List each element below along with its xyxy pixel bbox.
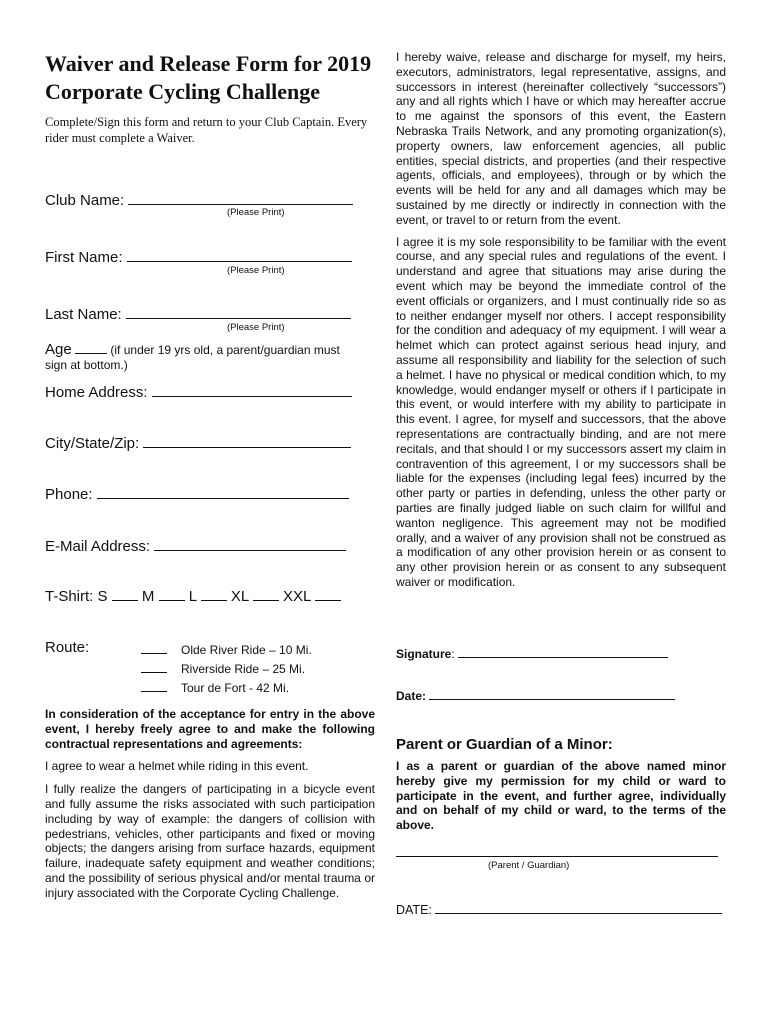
helmet-text: I agree to wear a helmet while riding in this event. (45, 759, 309, 774)
date-label: Date: (396, 689, 427, 703)
left-column (45, 50, 375, 146)
home-address-label: Home Address: (45, 384, 148, 401)
left-agreement (45, 707, 375, 901)
first-name-line[interactable] (127, 247, 352, 262)
home-address-line[interactable] (152, 382, 352, 397)
route-label: Route: (45, 639, 90, 656)
consideration-text: In consideration of the acceptance for entry in the above event, I hereby freely agree to and make the following contractual representations and agreements: (45, 707, 375, 751)
guardian-date-line[interactable] (435, 901, 722, 914)
right-column (396, 50, 726, 590)
waiver-text: I hereby waive, release and discharge for myself, my heirs, executors, administrators, legal representative, assigns, and successors in interest (hereinafter collectively “successors”) any and all rights which I have or which may hereafter accrue to me against the sponsors of this event, the Eastern Nebraska Trails Network, and any promoting organization(s), property owners, law enforcement agencies, all public entities, special districts, and properties (and their respective agents, officials, and employees), through or by which the events will be held for any and all damages which may be sustained by me directly or indirectly in connection with the event, or travel to or return from the event. (396, 50, 726, 227)
tshirt-size-xxl: XXL (283, 588, 311, 605)
age-label: Age (45, 341, 72, 358)
email-field[interactable] (45, 536, 346, 555)
tshirt-blank-xl[interactable] (253, 587, 279, 601)
last-name-label: Last Name: (45, 306, 122, 323)
route-blank-2[interactable] (141, 661, 167, 673)
city-state-zip-field[interactable] (45, 433, 351, 452)
tshirt-size-s: S (97, 588, 108, 605)
tshirt-blank-xxl[interactable] (315, 587, 341, 601)
route-option-1[interactable] (141, 642, 312, 657)
city-state-zip-label: City/State/Zip: (45, 435, 140, 452)
route-blank-3[interactable] (141, 680, 167, 692)
tshirt-size-m: M (141, 588, 155, 605)
club-name-label: Club Name: (45, 192, 125, 209)
route-option-1-label: Olde River Ride – 10 Mi. (181, 643, 312, 657)
age-line[interactable] (75, 342, 107, 354)
first-name-label: First Name: (45, 249, 123, 266)
tshirt-blank-s[interactable] (112, 587, 138, 601)
signature-label: Signature (396, 647, 452, 661)
phone-line[interactable] (97, 484, 349, 499)
last-name-line[interactable] (126, 304, 351, 319)
route-blank-1[interactable] (141, 642, 167, 654)
tshirt-size-xl: XL (230, 588, 249, 605)
phone-field[interactable] (45, 484, 349, 503)
route-option-3[interactable] (141, 680, 289, 695)
email-line[interactable] (154, 536, 346, 551)
tshirt-label: T-Shirt: (45, 588, 94, 605)
responsibility-text: I agree it is my sole responsibility to be familiar with the event course, and any special rules and regulations of the event. I understand and agree that situations may arise during the event which may be beyond the immediate control of the event officials or organizers, and I must continually ride so as to neither endanger myself nor others. I accept responsibility for the condition and adequacy of my equipment. I will wear a helmet which can protect against serious head injury, and assume all responsibility and liability for the selection of such a helmet. I have no physical or medical condition which, to my knowledge, would endanger myself or others if I participate in this event, or would interfere with my ability to participate in this event. I agree, for myself and successors, that the above representations are contractually binding, and are not mere recitals, and that should I or my successors assert my claim in contravention of this agreement, I or my successors shall be liable for the expenses (including legal fees) incurred by the other party or parties in defending, unless the other party or parties are finally judged liable on such claim for willful and wanton negligence. This agreement may not be modified orally, and a waiver of any provision shall not be construed as a modification of any other provision herein or as consent to any other provision herein or as consent to any subsequent waiver or modification. (396, 234, 726, 589)
date-line[interactable] (429, 687, 675, 700)
club-name-line[interactable] (128, 190, 353, 205)
age-note: (if under 19 yrs old, a parent/guardian must sign at bottom.) (45, 343, 340, 372)
form-title: Waiver and Release Form for 2019 Corporate Cycling Challenge (45, 51, 372, 104)
guardian-text: I as a parent or guardian of the above named minor hereby give my permission for my child or ward to participate in the event, and further agree, individually and on behalf of my child or ward, to the terms of the above. (396, 759, 726, 833)
tshirt-field (45, 587, 341, 605)
signature-area (396, 645, 726, 703)
dangers-text: I fully realize the dangers of participating in a bicycle event and fully assume the risks associated with such participation including by way of example: the dangers of collision with pedestrians, vehicles, other participants and fixed or moving objects; the dangers arising from surface hazards, equipment failure, inadequate safety equipment and weather conditions; and the possibility of serious physical and/or mental trauma or injury associated with the Corporate Cycling Challenge. (45, 782, 375, 900)
form-subtitle: Complete/Sign this form and return to your Club Captain. Every rider must complete a Waiver. (45, 115, 368, 145)
guardian-date-label: DATE: (396, 902, 432, 917)
tshirt-size-l: L (188, 588, 197, 605)
club-name-field[interactable] (45, 190, 353, 209)
route-option-2[interactable] (141, 661, 305, 676)
email-label: E-Mail Address: (45, 538, 151, 555)
route-option-3-label: Tour de Fort - 42 Mi. (181, 681, 290, 695)
last-name-hint: (Please Print) (227, 322, 285, 333)
first-name-hint: (Please Print) (227, 265, 285, 276)
city-state-zip-line[interactable] (143, 433, 351, 448)
guardian-caption: (Parent / Guardian) (488, 859, 570, 871)
fields-area (45, 190, 375, 750)
guardian-title: Parent or Guardian of a Minor: (396, 736, 613, 753)
signature-line[interactable] (458, 645, 668, 658)
phone-label: Phone: (45, 486, 93, 503)
last-name-field[interactable] (45, 304, 351, 323)
first-name-field[interactable] (45, 247, 352, 266)
home-address-field[interactable] (45, 382, 352, 401)
signature-field[interactable]: Signature: (396, 645, 726, 661)
tshirt-blank-l[interactable] (201, 587, 227, 601)
route-option-2-label: Riverside Ride – 25 Mi. (181, 662, 306, 676)
date-field[interactable] (396, 687, 726, 703)
club-name-hint: (Please Print) (227, 207, 285, 218)
guardian-date-field[interactable] (396, 901, 726, 917)
age-field[interactable] (45, 342, 363, 373)
guardian-signature-line[interactable] (396, 855, 718, 857)
guardian-section (396, 736, 726, 917)
tshirt-blank-m[interactable] (159, 587, 185, 601)
